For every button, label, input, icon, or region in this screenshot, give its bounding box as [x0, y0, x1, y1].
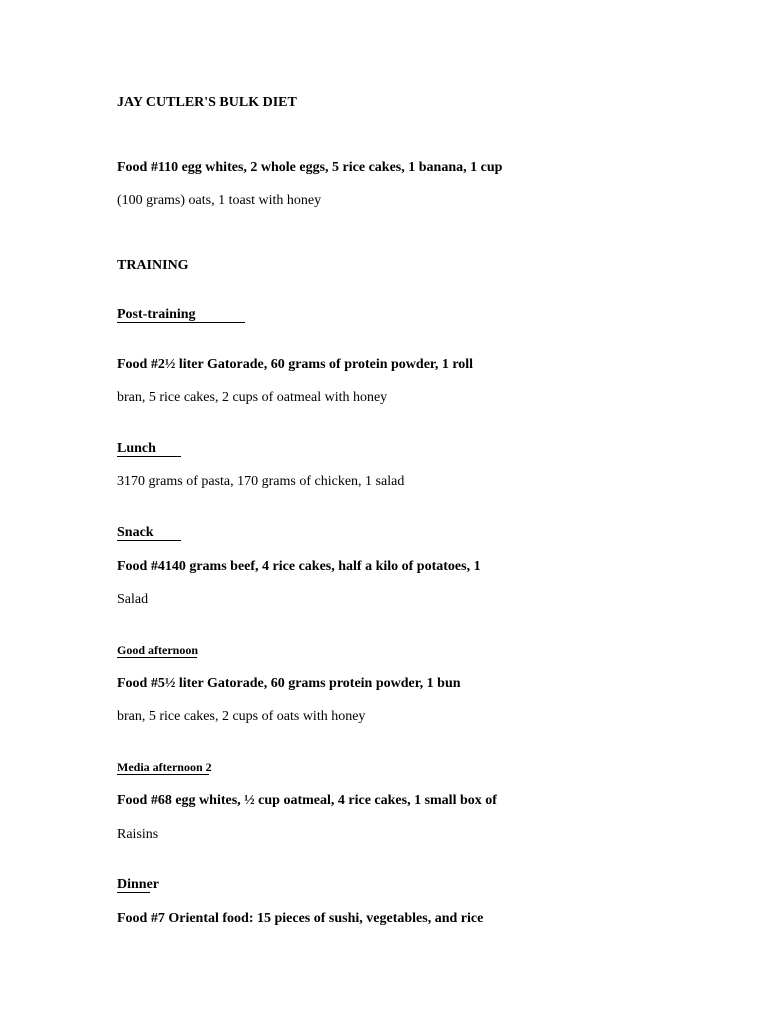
snack-heading: Snack [117, 525, 154, 540]
food1-line1: Food #110 egg whites, 2 whole eggs, 5 rice cakes, 1 banana, 1 cup [117, 160, 503, 175]
lunch-line: 3170 grams of pasta, 170 grams of chicken, 1 salad [117, 474, 405, 489]
post-training-underline [117, 322, 245, 323]
dinner-heading: Dinner [117, 877, 159, 892]
food4-line2: Salad [117, 592, 149, 607]
dinner-heading-wrap [117, 876, 159, 894]
good-afternoon-heading-wrap [117, 641, 198, 659]
food6-line2: Raisins [117, 827, 159, 842]
lunch-heading: Lunch [117, 441, 156, 456]
dinner-underline [117, 892, 150, 893]
food2-line1: Food #2½ liter Gatorade, 60 grams of protein powder, 1 roll [117, 357, 474, 372]
good-afternoon-underline [117, 657, 197, 658]
media-afternoon-heading-wrap [117, 758, 212, 776]
document-title: JAY CUTLER'S BULK DIET [117, 95, 297, 110]
food2-line2: bran, 5 rice cakes, 2 cups of oatmeal with honey [117, 390, 388, 405]
lunch-heading-line [117, 440, 156, 458]
media-afternoon-heading-line [117, 758, 212, 776]
post-training-heading-wrap [117, 306, 196, 324]
media-afternoon-underline [117, 774, 209, 775]
lunch-heading-wrap [117, 440, 156, 458]
media-afternoon-heading: Media afternoon 2 [117, 760, 212, 774]
food5-line2: bran, 5 rice cakes, 2 cups of oats with honey [117, 709, 366, 724]
snack-heading-wrap [117, 524, 154, 542]
training-heading: TRAINING [117, 258, 189, 273]
snack-heading-line [117, 524, 154, 542]
food7-line1: Food #7 Oriental food: 15 pieces of sushi, vegetables, and rice [117, 911, 484, 926]
good-afternoon-heading-line [117, 641, 198, 659]
food5-line1: Food #5½ liter Gatorade, 60 grams protein powder, 1 bun [117, 676, 461, 691]
dinner-heading-line [117, 876, 159, 894]
post-training-heading-line [117, 306, 196, 324]
food1-line2: (100 grams) oats, 1 toast with honey [117, 193, 322, 208]
good-afternoon-heading: Good afternoon [117, 643, 198, 657]
post-training-heading: Post-training [117, 307, 196, 322]
food4-line1: Food #4140 grams beef, 4 rice cakes, half a kilo of potatoes, 1 [117, 559, 481, 574]
snack-underline [117, 540, 181, 541]
lunch-underline [117, 456, 181, 457]
food6-line1: Food #68 egg whites, ½ cup oatmeal, 4 rice cakes, 1 small box of [117, 793, 497, 808]
